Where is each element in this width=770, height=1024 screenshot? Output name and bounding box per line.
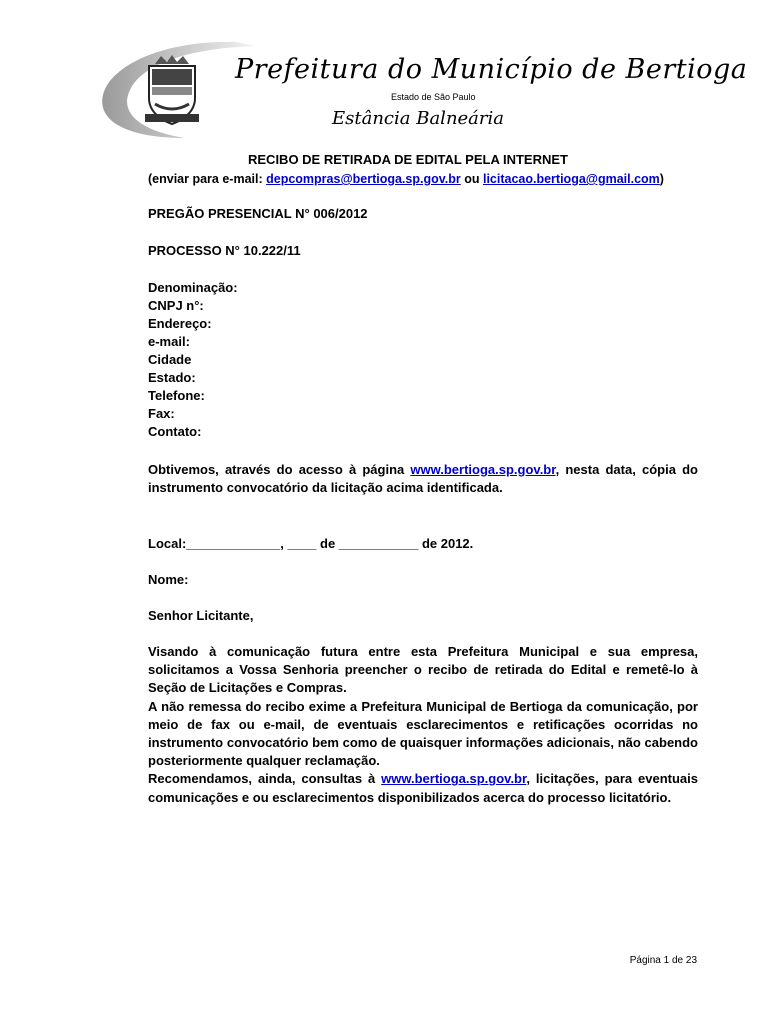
email-link-licitacao[interactable]: licitacao.bertioga@gmail.com bbox=[482, 172, 660, 186]
field-cidade: Cidade bbox=[148, 352, 192, 367]
email-link-depcompras[interactable]: depcompras@bertioga.sp.gov.br bbox=[266, 172, 461, 186]
field-fax: Fax: bbox=[148, 406, 175, 421]
email-instruction: (enviar para e-mail: depcompras@bertioga.sp.gov.br ou licitacao.bertioga@gmail.com) bbox=[148, 172, 664, 186]
local-date-line: Local:_____________, ____ de ___________ de 2012. bbox=[148, 536, 474, 551]
paragraph-nao-remessa: A não remessa do recibo exime a Prefeitura Municipal de Bertioga da comunicação, por meio de fax ou e-mail, de eventuais esclarecimentos e retificações ocorridas no instrumento convocatório bem como de quaisquer informações adicionais, não cabendo posteriormente qualquer reclamação. bbox=[148, 698, 698, 769]
field-contato: Contato: bbox=[148, 424, 202, 439]
field-endereco: Endereço: bbox=[148, 316, 212, 331]
greeting: Senhor Licitante, bbox=[148, 608, 254, 623]
website-link-2[interactable]: www.bertioga.sp.gov.br bbox=[381, 771, 527, 787]
field-email: e-mail: bbox=[148, 334, 190, 349]
letterhead-subtitle: Estância Balneária bbox=[332, 108, 505, 129]
paragraph-recomendamos: Recomendamos, ainda, consultas à www.bertioga.sp.gov.br, licitações, para eventuais comunicações e ou esclarecimentos disponibilizados acerca do processo licitatório. bbox=[148, 771, 698, 805]
field-estado: Estado: bbox=[148, 370, 196, 385]
paragraph-comunicacao: Visando à comunicação futura entre esta Prefeitura Municipal e sua empresa, solicitamos a Vossa Senhoria preencher o recibo de retirada do Edital e remetê-lo à Seção de Licitações e Compras. bbox=[148, 644, 698, 696]
website-link[interactable]: www.bertioga.sp.gov.br bbox=[410, 462, 556, 477]
processo-number: PROCESSO N° 10.222/11 bbox=[148, 243, 301, 258]
field-denominacao: Denominação: bbox=[148, 280, 238, 295]
page-number: Página 1 de 23 bbox=[629, 955, 697, 966]
letterhead bbox=[95, 40, 748, 140]
obtivemos-paragraph: Obtivemos, através do acesso à página www.bertioga.sp.gov.br, nesta data, cópia do instrumento convocatório da licitação acima identificada. bbox=[148, 462, 698, 496]
pregao-number: PREGÃO PRESENCIAL N° 006/2012 bbox=[148, 206, 368, 221]
field-cnpj: CNPJ n°: bbox=[148, 298, 204, 313]
field-telefone: Telefone: bbox=[148, 388, 205, 403]
letterhead-state: Estado de São Paulo bbox=[391, 92, 476, 102]
letterhead-title: Prefeitura do Município de Bertioga bbox=[235, 54, 748, 85]
municipal-crest-logo bbox=[143, 54, 201, 126]
body-paragraphs bbox=[148, 643, 698, 807]
document-heading: RECIBO DE RETIRADA DE EDITAL PELA INTERNET bbox=[248, 152, 568, 167]
nome-field: Nome: bbox=[148, 572, 189, 587]
company-fields bbox=[148, 279, 238, 441]
